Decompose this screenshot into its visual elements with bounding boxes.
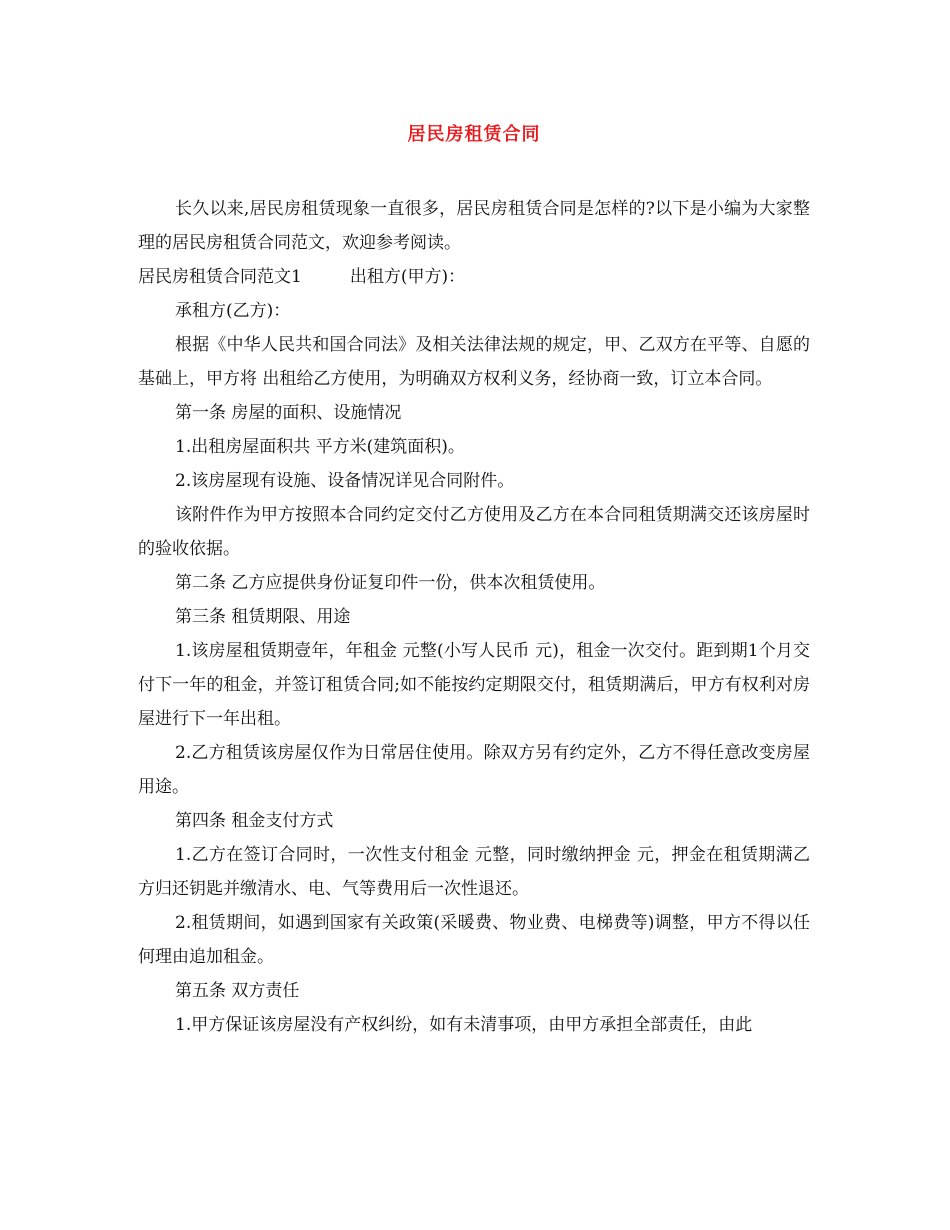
article-5-heading: 第五条 双方责任 <box>175 981 300 1001</box>
paragraph-legal-basis: 根据《中华人民共和国合同法》及相关法律法规的规定，甲、乙双方在平等、自愿的基础上，甲方将 出租给乙方使用，为明确双方权利义务，经协商一致，订立本合同。 <box>138 335 810 389</box>
sample-heading-line <box>138 260 810 294</box>
article-4-item-1: 1.乙方在签订合同时，一次性支付租金 元整，同时缴纳押金 元，押金在租赁期满乙方归还钥匙并缴清水、电、气等费用后一次性退还。 <box>138 845 810 899</box>
article-3-item-2: 2.乙方租赁该房屋仅作为日常居住使用。除双方另有约定外，乙方不得任意改变房屋用途。 <box>138 743 810 797</box>
sample-heading: 居民房租赁合同范文1 <box>138 267 302 287</box>
article-5-item-1: 1.甲方保证该房屋没有产权纠纷，如有未清事项，由甲方承担全部责任，由此 <box>175 1015 753 1035</box>
article-1-heading: 第一条 房屋的面积、设施情况 <box>175 403 402 423</box>
article-1-item-2: 2.该房屋现有设施、设备情况详见合同附件。 <box>175 471 515 491</box>
article-3-heading: 第三条 租赁期限、用途 <box>175 607 351 627</box>
article-1-attachment-note: 该附件作为甲方按照本合同约定交付乙方使用及乙方在本合同租赁期满交还该房屋时的验收依据。 <box>138 505 810 559</box>
article-4-item-2: 2.租赁期间，如遇到国家有关政策(采暖费、物业费、电梯费等)调整，甲方不得以任何理由追加租金。 <box>138 913 810 967</box>
article-2-heading: 第二条 乙方应提供身份证复印件一份，供本次租赁使用。 <box>175 573 606 593</box>
intro-paragraph: 长久以来,居民房租赁现象一直很多，居民房租赁合同是怎样的?以下是小编为大家整理的居民房租赁合同范文，欢迎参考阅读。 <box>138 199 810 253</box>
article-1-item-1: 1.出租房屋面积共 平方米(建筑面积)。 <box>175 437 465 457</box>
lessor-label: 出租方(甲方)： <box>349 267 466 287</box>
lessee-label: 承租方(乙方)： <box>175 301 291 321</box>
document-page <box>138 118 810 1042</box>
document-title: 居民房租赁合同 <box>407 124 541 145</box>
article-3-item-1: 1.该房屋租赁期壹年，年租金 元整(小写人民币 元)，租金一次交付。距到期1个月交付下一年的租金，并签订租赁合同;如不能按约定期限交付，租赁期满后，甲方有权利对房屋进行下一年出租。 <box>138 641 810 729</box>
article-4-heading: 第四条 租金支付方式 <box>175 811 334 831</box>
